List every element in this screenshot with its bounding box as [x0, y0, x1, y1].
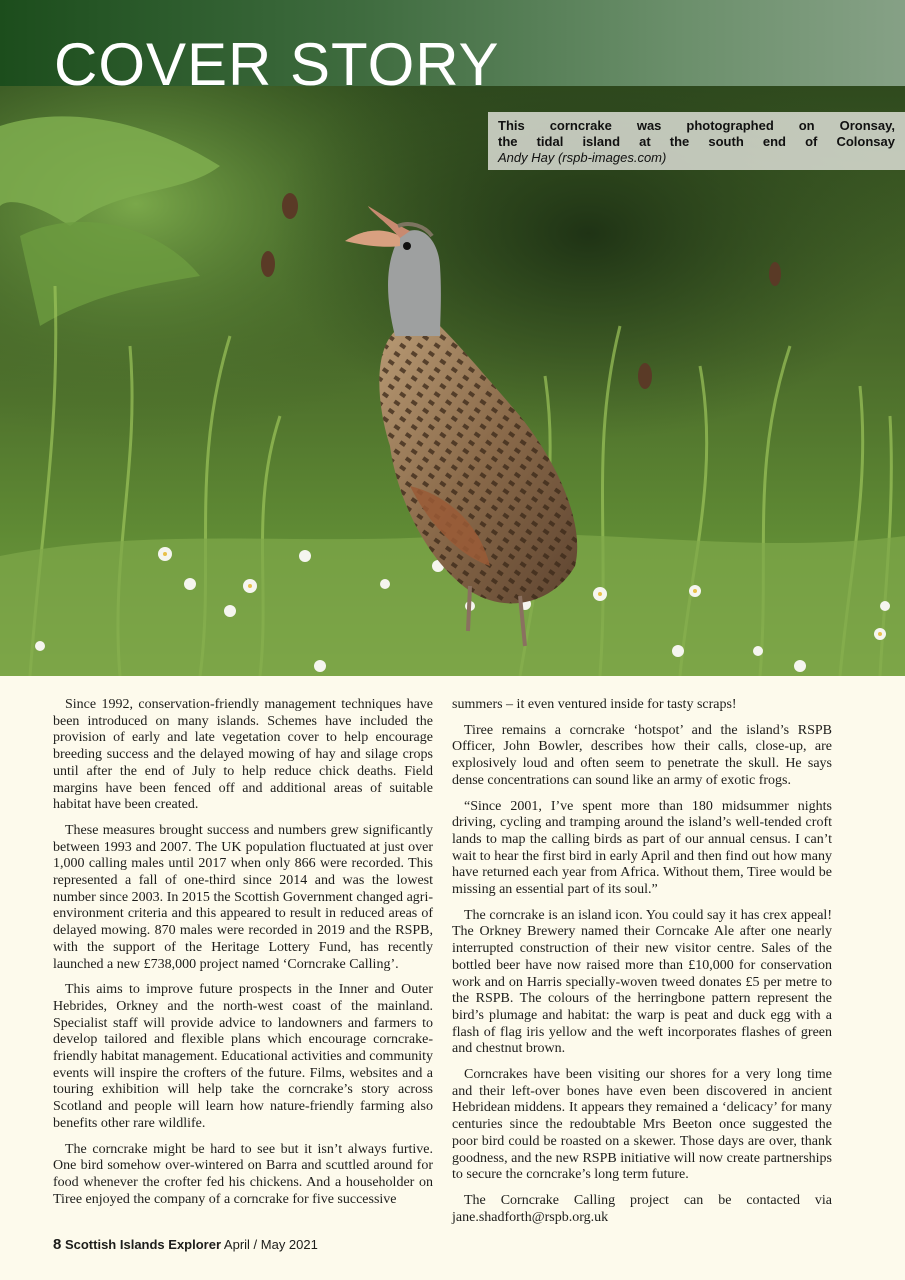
article-column-left	[53, 697, 433, 1217]
magazine-name: Scottish Islands Explorer	[64, 1237, 222, 1252]
page-footer	[53, 1236, 318, 1253]
section-title: COVER STORY	[54, 31, 500, 98]
paragraph-continuation: summers – it even ventured inside for tasty scraps!	[452, 697, 737, 712]
paragraph: The corncrake is an island icon. You could say it has crex appeal! The Orkney Brewery named their Corncake Ale after one nearly interrupted construction of their new visitor centre. Sales of the bottled beer have now raised more than £10,000 for conservation work and on Harris specially-woven tweed donates £5 per metre to the RSPB. The colours of the herringbone pattern represent the bird’s plumage and habitat: the warp is peat and duck egg with a flash of flag iris yellow and the weft incorporates flashes of green and chestnut brown.	[452, 907, 832, 1057]
paragraph: The corncrake might be hard to see but it isn’t always furtive. One bird somehow over-wintered on Barra and scuttled around for food whenever the crofter fed his chickens. And a householder on Tiree enjoyed the company of a corncrake for five successive	[53, 1141, 433, 1207]
issue-date: April / May 2021	[223, 1237, 318, 1252]
paragraph: “Since 2001, I’ve spent more than 180 midsummer nights driving, cycling and tramping around the island’s well-tended croft lands to map the calling birds as part of our annual census. I can’t wait to hear the first bird in early April and then find out how many have returned each year from Africa. Without them, Tiree would be missing an essential part of its soul.”	[452, 798, 832, 898]
caption-line-2: the tidal island at the south end of Colonsay	[498, 134, 895, 149]
paragraph: Tiree remains a corncrake ‘hotspot’ and the island’s RSPB Officer, John Bowler, describes how their calls, close-up, are explosively loud and often seem to penetrate the skull. He says dense concentrations can sound like an army of exotic frogs.	[452, 722, 832, 788]
paragraph: This aims to improve future prospects in the Inner and Outer Hebrides, Orkney and the north-west coast of the mainland. Specialist staff will provide advice to landowners and farmers to develop tailored and flexible plans which encourage corncrake-friendly habitat management. Educational activities and community events will inspire the crofters of the future. Films, websites and a touring exhibition will help take the corncrake’s story across Scotland and people will learn how nature-friendly farming also benefits other rare wildlife.	[53, 982, 433, 1131]
corncrake-photo-illustration	[0, 86, 905, 676]
article-column-right	[452, 697, 832, 1235]
caption-line-1: This corncrake was photographed on Oronsay,	[498, 118, 895, 133]
paragraph: Corncrakes have been visiting our shores for a very long time and their left-over bones have even been discovered in ancient Hebridean middens. It appears they remained a ‘delicacy’ for many centuries since the redoubtable Mrs Beeton once suggested the poor bird could be roasted on a skewer. Those days are over, thank goodness, and the new RSPB initiative will now create partnerships to secure the corncrake’s long term future.	[452, 1067, 832, 1183]
photo-credit: Andy Hay (rspb-images.com)	[498, 150, 667, 165]
page-number: 8	[53, 1236, 62, 1253]
cover-photo	[0, 86, 905, 676]
paragraph: Since 1992, conservation-friendly management techniques have been introduced on many islands. Schemes have included the provision of early and late vegetation cover to help encourage breeding success and the delayed mowing of hay and silage crops until after the end of July to help reduce chick deaths. Field margins have been fenced off and additional areas of suitable habitat have been created.	[53, 697, 433, 813]
paragraph: These measures brought success and numbers grew significantly between 1993 and 2007. The UK population fluctuated at just over 1,000 calling males until 2017 when only 866 were recorded. This represented a fall of one-third since 2014 and was the lowest number since 2003. In 2015 the Scottish Government changed agri-environment criteria and this appeared to result in reduced areas of delayed mowing. 870 males were recorded in 2019 and the RSPB, with the support of the Heritage Lottery Fund, has recently launched a new £738,000 project named ‘Corncrake Calling’.	[53, 822, 433, 972]
photo-caption	[488, 112, 905, 170]
paragraph: The Corncrake Calling project can be contacted via jane.shadforth@rspb.org.uk	[452, 1192, 832, 1225]
